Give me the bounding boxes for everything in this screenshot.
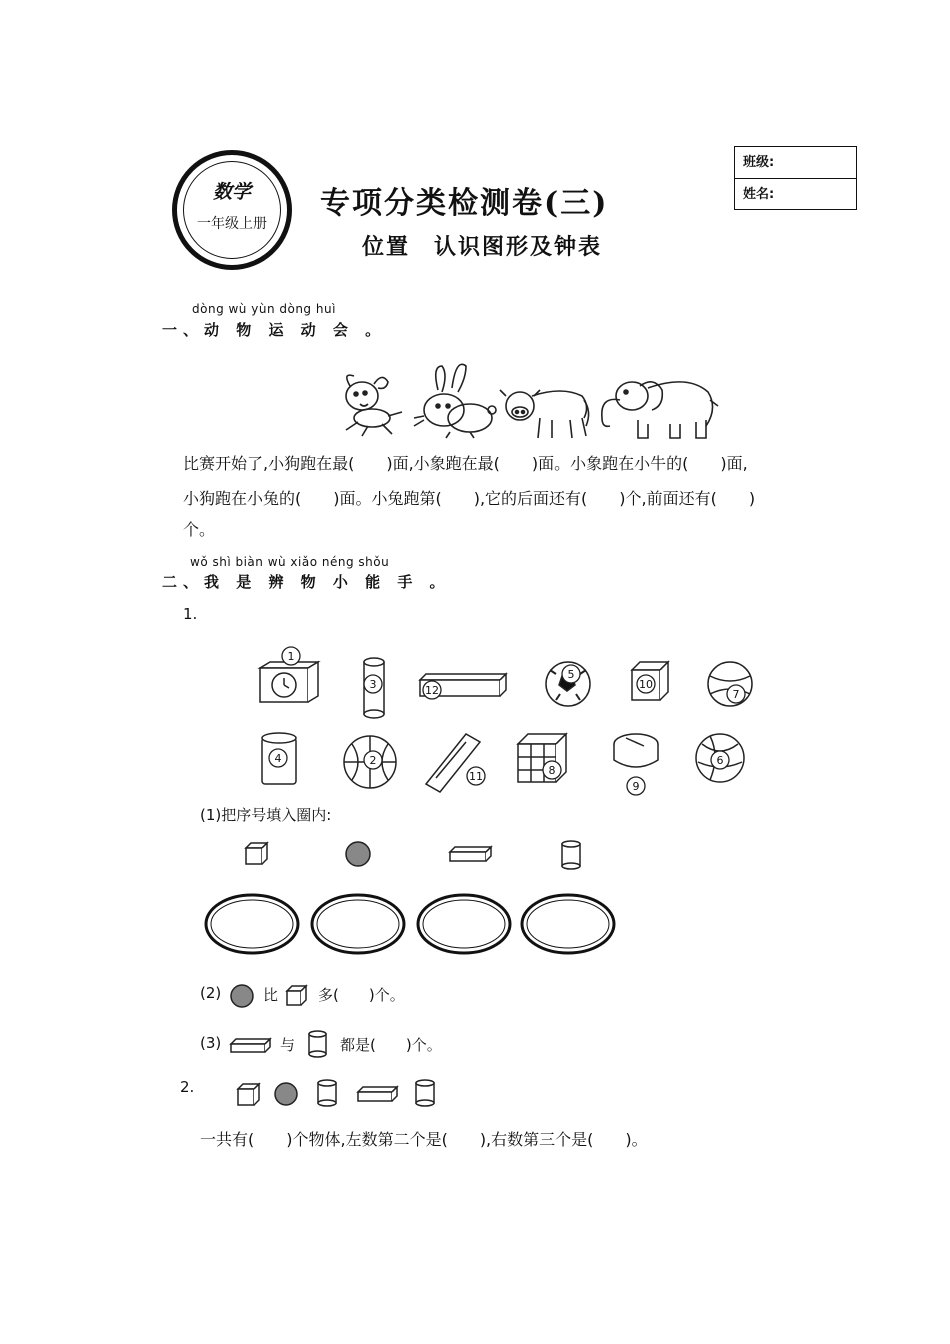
cylinder-icon: [416, 1080, 434, 1106]
sphere-icon: [229, 983, 257, 1009]
label-4: 4: [274, 752, 282, 765]
answer-oval-cuboid[interactable]: [418, 895, 510, 953]
dog-icon: [346, 375, 402, 436]
answer-ovals: [202, 890, 622, 960]
subject-badge: [172, 150, 292, 270]
section2-heading: 二、我 是 辨 物 小 能 手 。: [162, 573, 451, 591]
section1-line3: 个。: [183, 520, 216, 539]
objects-illustration: [240, 640, 780, 810]
label-2: 2: [369, 754, 377, 767]
label-5: 5: [567, 668, 575, 681]
cuboid-icon: [358, 1087, 397, 1101]
label-1: 1: [287, 650, 295, 663]
cylinder-icon: [562, 841, 580, 869]
cube-icon: [238, 1084, 259, 1105]
label-9: 9: [632, 780, 640, 793]
badge-grade: 一年级上册: [197, 216, 267, 232]
question2-text: 一共有( )个物体,左数第二个是( ),右数第三个是( )。: [200, 1130, 648, 1149]
label-6: 6: [716, 754, 724, 767]
label-3: 3: [369, 678, 377, 691]
sphere-icon: [346, 842, 370, 866]
badge-inner-ring: [183, 161, 281, 259]
part3-label: (3): [200, 1034, 222, 1052]
answer-oval-cylinder[interactable]: [522, 895, 614, 953]
question2-shapes: [234, 1078, 444, 1108]
section1-pinyin: dòng wù yùn dòng huì: [192, 302, 336, 316]
rabbit-icon: [414, 364, 496, 438]
answer-oval-sphere[interactable]: [312, 895, 404, 953]
student-info-box: [734, 146, 857, 210]
part2-answer-text: 多( )个。: [318, 986, 405, 1004]
cuboid-icon: [450, 847, 491, 861]
elephant-icon: [602, 382, 718, 438]
sharpener-icon: [614, 734, 658, 767]
answer-oval-cube[interactable]: [206, 895, 298, 953]
cylinder-icon: [306, 1029, 330, 1059]
question1-label: 1.: [183, 605, 198, 623]
class-field[interactable]: 班级:: [743, 155, 775, 170]
label-11: 11: [469, 770, 483, 783]
badge-subject: 数学: [212, 181, 251, 203]
cube-icon: [246, 843, 267, 864]
name-field[interactable]: 姓名:: [735, 178, 856, 210]
label-8: 8: [548, 764, 556, 777]
page-title: 专项分类检测卷(三): [320, 186, 609, 221]
clock-box-icon: [260, 662, 318, 702]
sphere-icon: [275, 1083, 297, 1105]
page-subtitle: 位置 认识图形及钟表: [362, 235, 603, 260]
section2-pinyin: wǒ shì biàn wù xiǎo néng shǒu: [190, 555, 390, 569]
section1-line2: 小狗跑在小兔的( )面。小兔跑第( ),它的后面还有( )个,前面还有( ): [183, 489, 756, 508]
shape-category-icons: [240, 838, 600, 874]
part1-instruction: (1)把序号填入圈内:: [200, 806, 332, 824]
cow-icon: [500, 390, 589, 438]
part2-label: (2): [200, 984, 222, 1002]
question2-label: 2.: [180, 1078, 195, 1096]
cylinder-icon: [318, 1080, 336, 1106]
section1-line1: 比赛开始了,小狗跑在最( )面,小象跑在最( )面。小象跑在小牛的( )面,: [183, 454, 748, 473]
label-10: 10: [639, 678, 653, 691]
part2-compare-word: 比: [263, 986, 279, 1004]
cuboid-icon: [228, 1036, 274, 1056]
part3-answer-text: 都是( )个。: [340, 1036, 442, 1054]
cube-icon: [284, 983, 310, 1009]
label-12: 12: [425, 684, 439, 697]
section1-heading: 一、动 物 运 动 会 。: [162, 321, 387, 339]
animals-illustration: [320, 360, 720, 442]
part3-and-word: 与: [280, 1036, 296, 1054]
label-7: 7: [732, 688, 740, 701]
